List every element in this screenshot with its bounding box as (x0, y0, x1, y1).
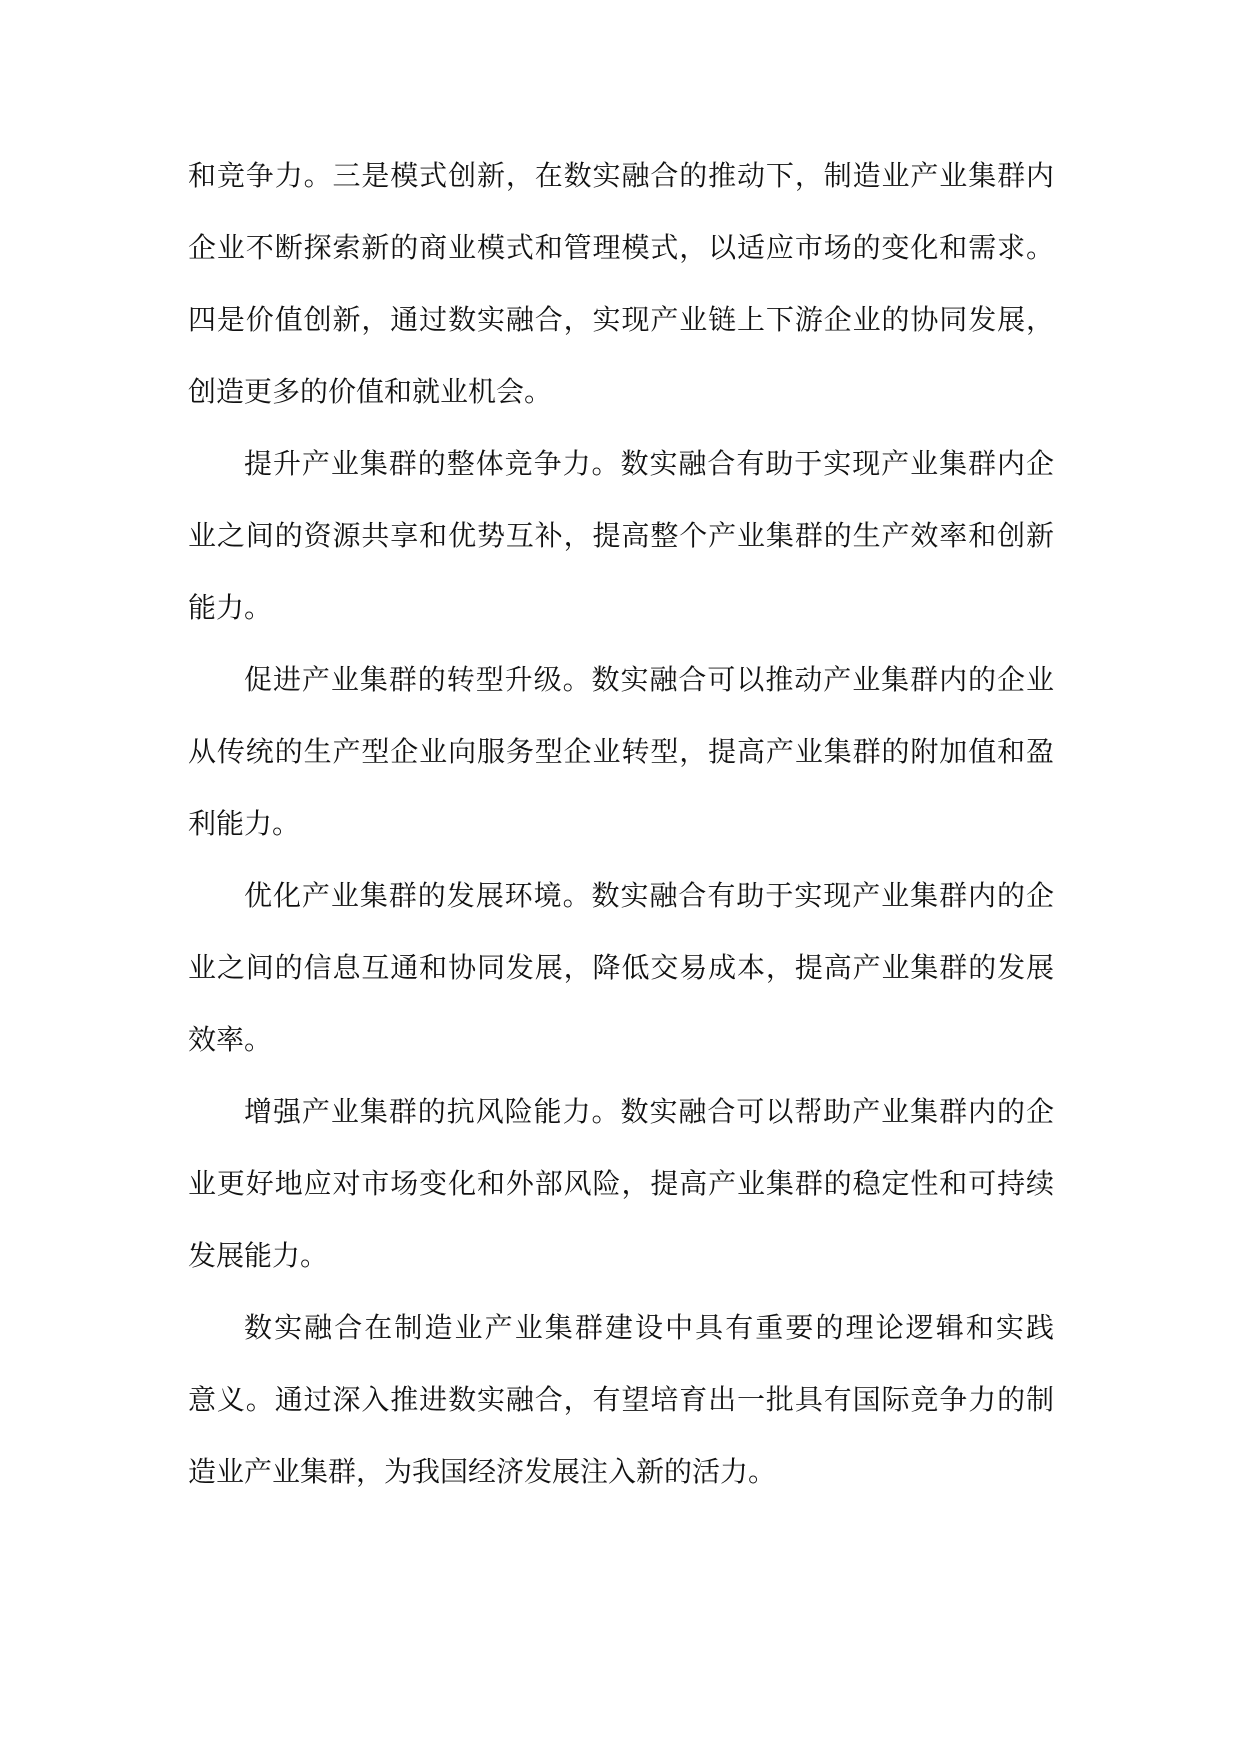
paragraph-5 (188, 1076, 1054, 1292)
text-line: 四是价值创新，通过数实融合，实现产业链上下游企业的协同发展， (188, 303, 1054, 336)
text-line: 效率。 (188, 1023, 273, 1056)
text-line: 创造更多的价值和就业机会。 (188, 375, 553, 408)
paragraph-4 (188, 860, 1054, 1076)
text-line: 促进产业集群的转型升级。数实融合可以推动产业集群内的企业 (244, 663, 1054, 696)
text-line: 业之间的资源共享和优势互补，提高整个产业集群的生产效率和创新 (188, 519, 1054, 552)
paragraph-2 (188, 428, 1054, 644)
text-line: 增强产业集群的抗风险能力。数实融合可以帮助产业集群内的企 (244, 1095, 1054, 1128)
text-line: 能力。 (188, 591, 273, 624)
text-line: 优化产业集群的发展环境。数实融合有助于实现产业集群内的企 (244, 879, 1054, 912)
paragraph-6 (188, 1292, 1054, 1508)
text-line: 数实融合在制造业产业集群建设中具有重要的理论逻辑和实践 (244, 1311, 1054, 1344)
text-line: 业更好地应对市场变化和外部风险，提高产业集群的稳定性和可持续 (188, 1167, 1054, 1200)
text-line: 造业产业集群，为我国经济发展注入新的活力。 (188, 1455, 777, 1488)
body-text (188, 140, 1054, 1508)
paragraph-3 (188, 644, 1054, 860)
text-line: 提升产业集群的整体竞争力。数实融合有助于实现产业集群内企 (244, 447, 1054, 480)
text-line: 和竞争力。三是模式创新，在数实融合的推动下，制造业产业集群内 (188, 159, 1054, 192)
text-line: 业之间的信息互通和协同发展，降低交易成本，提高产业集群的发展 (188, 951, 1054, 984)
paragraph-1 (188, 140, 1054, 428)
text-line: 企业不断探索新的商业模式和管理模式，以适应市场的变化和需求。 (188, 231, 1054, 264)
text-line: 意义。通过深入推进数实融合，有望培育出一批具有国际竞争力的制 (188, 1383, 1054, 1416)
text-line: 利能力。 (188, 807, 301, 840)
text-line: 发展能力。 (188, 1239, 329, 1272)
text-line: 从传统的生产型企业向服务型企业转型，提高产业集群的附加值和盈 (188, 735, 1054, 768)
